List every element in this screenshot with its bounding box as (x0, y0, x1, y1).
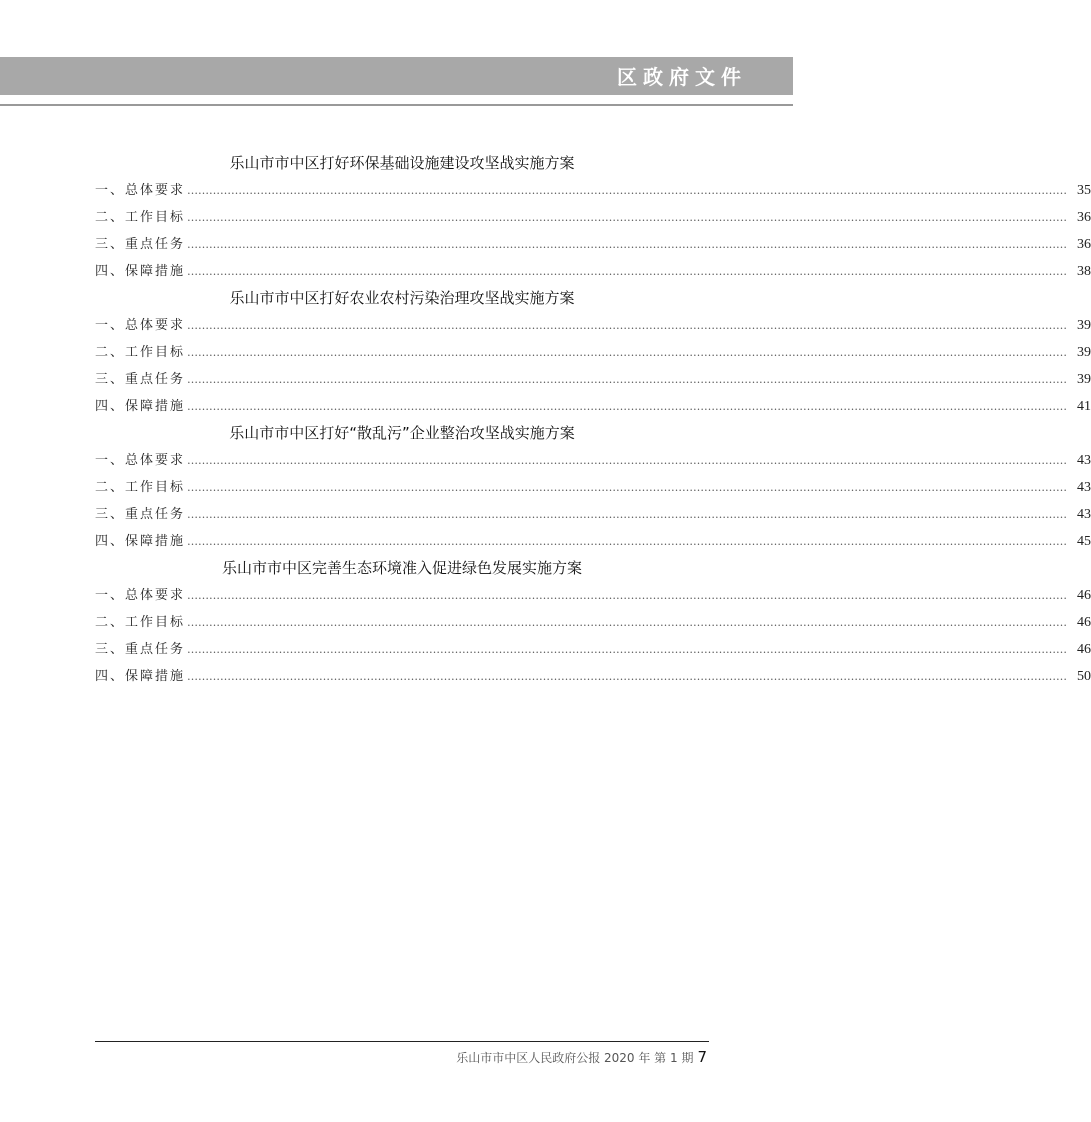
dot-leader: …………………………………………………………………………………………………………………………………………………………………………………………………………………… (187, 400, 1068, 413)
toc-entry[interactable] (95, 501, 1091, 528)
entry-label: 二、工作目标 (95, 480, 186, 495)
dot-leader: …………………………………………………………………………………………………………………………………………………………………………………………………………………… (187, 535, 1068, 548)
footer-divider (95, 1041, 709, 1042)
toc-section (95, 420, 1091, 555)
toc-section (95, 150, 1091, 285)
entry-label: 四、保障措施 (95, 264, 186, 279)
entry-page: 39 (1077, 345, 1091, 360)
entry-label: 三、重点任务 (95, 237, 186, 252)
entry-page: 36 (1077, 210, 1091, 225)
section-title[interactable]: 乐山市市中区完善生态环境准入促进绿色发展实施方案 (221, 559, 582, 577)
dot-leader: …………………………………………………………………………………………………………………………………………………………………………………………………………………… (187, 508, 1068, 521)
dot-leader: …………………………………………………………………………………………………………………………………………………………………………………………………………………… (187, 670, 1068, 683)
entry-page: 41 (1077, 399, 1091, 414)
entry-page: 46 (1077, 588, 1091, 603)
entry-page: 46 (1077, 642, 1091, 657)
toc-section (95, 285, 1091, 420)
entry-page: 39 (1077, 318, 1091, 333)
dot-leader: …………………………………………………………………………………………………………………………………………………………………………………………………………………… (187, 589, 1068, 602)
toc-entry[interactable] (95, 528, 1091, 555)
dot-leader: …………………………………………………………………………………………………………………………………………………………………………………………………………………… (187, 454, 1068, 467)
footer-text: 乐山市市中区人民政府公报 2020 年 第 1 期 (456, 1051, 694, 1065)
entry-page: 50 (1077, 669, 1091, 684)
footer (456, 1048, 707, 1066)
toc-entry[interactable] (95, 204, 1091, 231)
section-title[interactable]: 乐山市市中区打好农业农村污染治理攻坚战实施方案 (229, 289, 575, 307)
entry-label: 二、工作目标 (95, 345, 186, 360)
entry-label: 一、总体要求 (95, 453, 186, 468)
toc-entry[interactable] (95, 339, 1091, 366)
section-title[interactable]: 乐山市市中区打好“散乱污”企业整治攻坚战实施方案 (229, 424, 575, 442)
toc-entry[interactable] (95, 258, 1091, 285)
entry-label: 一、总体要求 (95, 183, 186, 198)
entry-label: 一、总体要求 (95, 318, 186, 333)
dot-leader: …………………………………………………………………………………………………………………………………………………………………………………………………………………… (187, 373, 1068, 386)
toc-entry[interactable] (95, 393, 1091, 420)
toc-entry[interactable] (95, 663, 1091, 690)
entry-page: 39 (1077, 372, 1091, 387)
dot-leader: …………………………………………………………………………………………………………………………………………………………………………………………………………………… (187, 616, 1068, 629)
entry-page: 35 (1077, 183, 1091, 198)
toc-entry[interactable] (95, 231, 1091, 258)
entry-label: 四、保障措施 (95, 669, 186, 684)
entry-page: 46 (1077, 615, 1091, 630)
dot-leader: …………………………………………………………………………………………………………………………………………………………………………………………………………………… (187, 346, 1068, 359)
toc-entry[interactable] (95, 636, 1091, 663)
toc-entry[interactable] (95, 447, 1091, 474)
entry-page: 43 (1077, 507, 1091, 522)
toc-entry[interactable] (95, 474, 1091, 501)
page-number: 7 (697, 1048, 707, 1066)
dot-leader: …………………………………………………………………………………………………………………………………………………………………………………………………………………… (187, 211, 1068, 224)
entry-label: 四、保障措施 (95, 399, 186, 414)
entry-page: 43 (1077, 453, 1091, 468)
toc-entry[interactable] (95, 312, 1091, 339)
toc-entry[interactable] (95, 177, 1091, 204)
entry-label: 四、保障措施 (95, 534, 186, 549)
entry-page: 36 (1077, 237, 1091, 252)
toc-entry[interactable] (95, 366, 1091, 393)
dot-leader: …………………………………………………………………………………………………………………………………………………………………………………………………………………… (187, 238, 1068, 251)
dot-leader: …………………………………………………………………………………………………………………………………………………………………………………………………………………… (187, 643, 1068, 656)
dot-leader: …………………………………………………………………………………………………………………………………………………………………………………………………………………… (187, 481, 1068, 494)
dot-leader: …………………………………………………………………………………………………………………………………………………………………………………………………………………… (187, 184, 1068, 197)
table-of-contents (95, 150, 1091, 690)
header-divider (0, 104, 793, 106)
entry-page: 38 (1077, 264, 1091, 279)
toc-entry[interactable] (95, 582, 1091, 609)
entry-label: 二、工作目标 (95, 210, 186, 225)
entry-page: 43 (1077, 480, 1091, 495)
section-title[interactable]: 乐山市市中区打好环保基础设施建设攻坚战实施方案 (229, 154, 575, 172)
entry-label: 一、总体要求 (95, 588, 186, 603)
entry-label: 三、重点任务 (95, 372, 186, 387)
entry-label: 三、重点任务 (95, 507, 186, 522)
toc-section (95, 555, 1091, 690)
entry-label: 二、工作目标 (95, 615, 186, 630)
toc-entry[interactable] (95, 609, 1091, 636)
entry-label: 三、重点任务 (95, 642, 186, 657)
header-title: 区政府文件 (617, 65, 747, 89)
dot-leader: …………………………………………………………………………………………………………………………………………………………………………………………………………………… (187, 319, 1068, 332)
entry-page: 45 (1077, 534, 1091, 549)
dot-leader: …………………………………………………………………………………………………………………………………………………………………………………………………………………… (187, 265, 1068, 278)
